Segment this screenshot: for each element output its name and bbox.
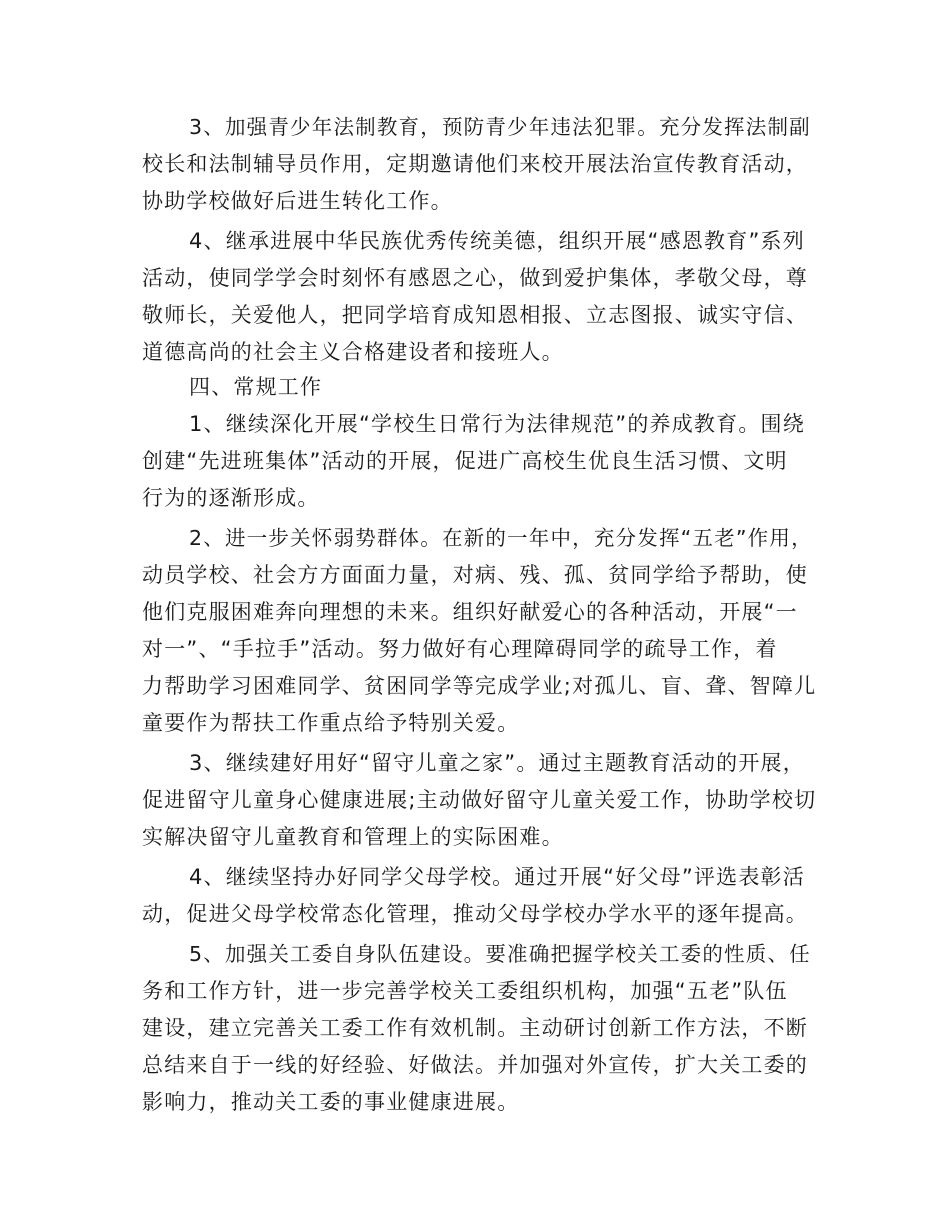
text-line: 动员学校、社会方方面面力量，对病、残、孤、贫同学给予帮助，使 — [142, 563, 808, 587]
text-line: 创建“先进班集体”活动的开展，促进广高校生优良生活习惯、文明 — [142, 449, 788, 473]
text-line: 力帮助学习困难同学、贫困同学等完成学业;对孤儿、盲、聋、智障儿 — [142, 674, 817, 698]
text-line: 他们克服困难奔向理想的未来。组织好献爱心的各种活动，开展“一 — [142, 600, 798, 624]
text-line: 总结来自于一线的好经验、好做法。并加强对外宣传，扩大关工委的 — [142, 1053, 808, 1077]
text-line: 行为的逐渐形成。 — [142, 486, 320, 510]
text-line: 务和工作方针，进一步完善学校关工委组织机构，加强“五老”队伍 — [142, 979, 788, 1003]
text-line: 3、加强青少年法制教育，预防青少年违法犯罪。充分发挥法制副 — [189, 115, 811, 139]
text-line: 3、继续建好用好“留守儿童之家”。通过主题教育活动的开展， — [189, 751, 805, 775]
text-line: 道德高尚的社会主义合格建设者和接班人。 — [142, 340, 564, 364]
text-line: 实解决留守儿童教育和管理上的实际困难。 — [142, 825, 564, 849]
text-line: 校长和法制辅导员作用，定期邀请他们来校开展法治宣传教育活动， — [142, 152, 808, 176]
text-line: 敬师长，关爱他人，把同学培育成知恩相报、立志图报、诚实守信、 — [142, 303, 808, 327]
text-line: 5、加强关工委自身队伍建设。要准确把握学校关工委的性质、任 — [189, 942, 811, 966]
text-line: 影响力，推动关工委的事业健康进展。 — [142, 1090, 520, 1114]
text-line: 4、继续坚持办好同学父母学校。通过开展“好父母”评选表彰活 — [189, 865, 805, 889]
section-heading: 四、常规工作 — [189, 375, 323, 399]
text-line: 促进留守儿童身心健康进展;主动做好留守儿童关爱工作，协助学校切 — [142, 788, 817, 812]
text-line: 童要作为帮扶工作重点给予特别关爱。 — [142, 711, 520, 735]
text-line: 4、继承进展中华民族优秀传统美德，组织开展“感恩教育”系列 — [189, 229, 805, 253]
text-line: 活动，使同学学会时刻怀有感恩之心，做到爱护集体，孝敬父母，尊 — [142, 266, 808, 290]
text-line: 对一”、“手拉手”活动。努力做好有心理障碍同学的疏导工作，着 — [142, 637, 778, 661]
text-line: 动，促进父母学校常态化管理，推动父母学校办学水平的逐年提高。 — [142, 902, 808, 926]
text-line: 2、进一步关怀弱势群体。在新的一年中，充分发挥“五老”作用， — [189, 526, 813, 550]
text-line: 1、继续深化开展“学校生日常行为法律规范”的养成教育。围绕 — [189, 412, 805, 436]
text-line: 建设，建立完善关工委工作有效机制。主动研讨创新工作方法，不断 — [142, 1016, 808, 1040]
text-line: 协助学校做好后进生转化工作。 — [142, 189, 453, 213]
